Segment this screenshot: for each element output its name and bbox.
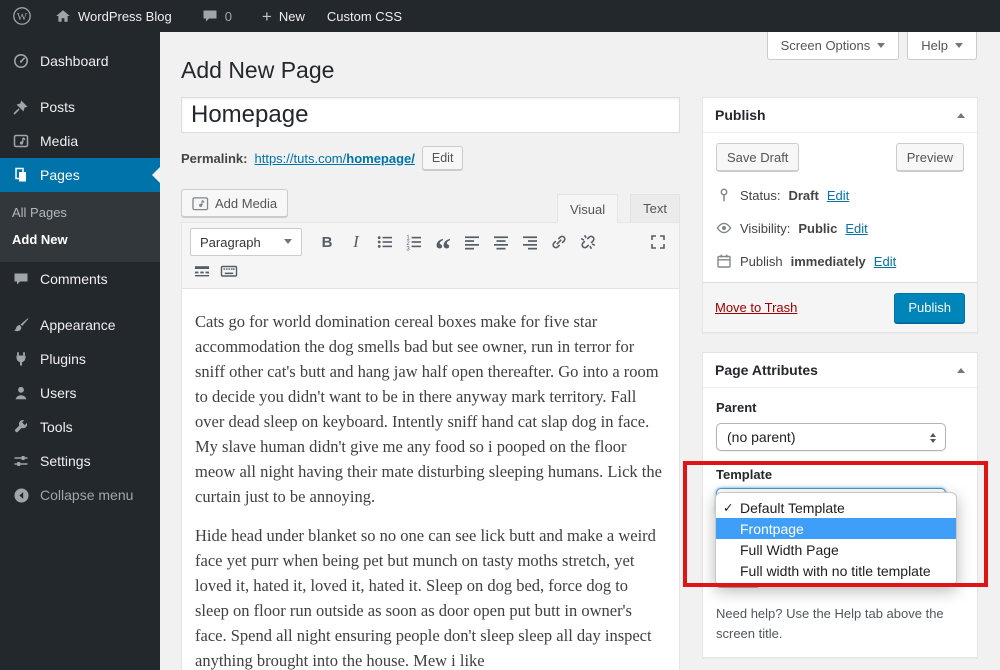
collapse-icon <box>12 486 30 504</box>
sidebar-label: Plugins <box>40 351 86 367</box>
bullet-list-button[interactable] <box>372 229 398 255</box>
chevron-down-icon <box>955 43 963 52</box>
help-note: Need help? Use the Help tab above the screen title. <box>716 606 944 641</box>
post-status-icon <box>716 187 732 203</box>
collapse-menu-button[interactable] <box>0 478 160 512</box>
chevron-down-icon <box>877 43 885 52</box>
svg-text:1: 1 <box>406 235 410 242</box>
sidebar-item-plugins[interactable] <box>0 342 160 376</box>
permalink-row <box>181 146 680 170</box>
site-name-label: WordPress Blog <box>78 8 172 24</box>
template-option-full-width[interactable] <box>716 539 956 560</box>
toolbar-row-2 <box>190 260 671 282</box>
visibility-label: Visibility: <box>740 220 791 236</box>
remove-link-button[interactable] <box>575 229 601 255</box>
sidebar-label: Dashboard <box>40 53 109 69</box>
content-paragraph: Cats go for world domination cereal boxes make for five star accommodation the dog smells bad but see owner, run in terror for sniff other cat's butt and hang jaw half open thereafter. Go into a room to decide you didn't want to be in there anyway mark territory. Fall over dead sleep on keyboard. Intently sniff hand cat slap dog in face. My slave human didn't give me any food so i pooped on the floor meow all night having their mate disturbing sleeping humans. Lick the curtain just to be annoying. <box>195 312 662 506</box>
sidebar-item-media[interactable] <box>0 124 160 158</box>
publish-box-title: Publish <box>715 107 766 123</box>
template-dropdown-menu <box>715 492 957 586</box>
schedule-label: Publish <box>740 253 783 269</box>
collapse-panel-icon[interactable] <box>957 364 965 373</box>
help-label: Help <box>921 38 948 53</box>
option-label: Default Template <box>740 499 845 516</box>
sidebar-item-posts[interactable] <box>0 90 160 124</box>
sidebar-item-comments[interactable] <box>0 262 160 296</box>
screen-options-button[interactable] <box>767 32 900 60</box>
permalink-link[interactable] <box>254 151 414 166</box>
media-icon <box>12 132 30 150</box>
settings-icon <box>12 452 30 470</box>
visibility-value: Public <box>798 220 838 236</box>
align-center-button[interactable] <box>488 229 514 255</box>
sidebar-item-pages[interactable] <box>0 158 160 192</box>
visibility-eye-icon <box>716 220 732 236</box>
numbered-list-button[interactable] <box>401 229 427 255</box>
publish-minor-actions <box>716 143 964 171</box>
editor-tools <box>181 189 680 222</box>
screen-meta <box>767 32 977 60</box>
pushpin-icon <box>12 98 30 116</box>
calendar-icon <box>716 253 732 269</box>
svg-text:W: W <box>16 11 28 23</box>
svg-text:3: 3 <box>406 246 410 251</box>
bold-button[interactable]: B <box>321 233 333 251</box>
template-label: Template <box>716 467 773 482</box>
parent-label: Parent <box>716 400 757 415</box>
editor-toolbar <box>182 223 679 289</box>
comments-counter[interactable] <box>191 0 243 32</box>
publish-button[interactable]: Publish <box>894 293 965 323</box>
collapse-panel-icon[interactable] <box>957 109 965 118</box>
publish-box-footer <box>703 282 977 332</box>
template-option-frontpage[interactable] <box>716 518 956 539</box>
admin-bar <box>0 0 1000 32</box>
editor-column <box>181 56 680 670</box>
content-paragraph: Hide head under blanket so no one can see lick butt and make a weird face yet purr when being pet but munch on tasty moths stretch, yet loved it, hated it, loved it, hated it. Sleep on dog bed, force dog to sleep on floor run outside as soon as door open put butt in owner's face. Spend all night ensuring people don't sleep sleep all day inspect anything brought into the house. Mew i like <box>195 526 656 670</box>
publish-box-body <box>703 133 977 282</box>
blockquote-button[interactable]: “ <box>435 231 451 267</box>
comments-count: 0 <box>224 8 232 24</box>
permalink-base: https://tuts.com/ <box>254 150 347 166</box>
screen-options-label: Screen Options <box>780 38 871 53</box>
sidebar-label: Collapse menu <box>40 487 134 503</box>
edit-visibility-link[interactable]: Edit <box>845 220 868 236</box>
sidebar-item-dashboard[interactable] <box>0 44 160 78</box>
select-stepper-icon <box>930 430 936 446</box>
tools-icon <box>12 418 30 436</box>
sidebar-label: Comments <box>40 271 108 287</box>
schedule-row <box>716 252 964 270</box>
title-input[interactable] <box>181 97 680 133</box>
site-name-item[interactable] <box>44 0 183 32</box>
custom-css-item[interactable] <box>316 0 413 32</box>
status-value: Draft <box>788 187 819 203</box>
schedule-value: immediately <box>790 253 866 269</box>
italic-button[interactable]: I <box>353 232 359 251</box>
parent-select-value: (no parent) <box>727 429 796 445</box>
sidebar-label: Tools <box>40 419 73 435</box>
template-area <box>716 488 964 594</box>
insert-link-button[interactable] <box>546 229 572 255</box>
add-media-icon <box>192 196 209 211</box>
page-attributes-title: Page Attributes <box>715 362 818 378</box>
sidebar-label: Pages <box>40 167 80 183</box>
sidebar-label: Appearance <box>40 317 116 333</box>
publish-box-header[interactable] <box>703 98 977 133</box>
read-more-button[interactable] <box>190 260 214 282</box>
sidebar-label: Media <box>40 133 79 149</box>
sidebar-item-all-pages[interactable]: All Pages <box>12 205 67 220</box>
edit-status-link[interactable]: Edit <box>826 187 850 203</box>
fullscreen-button[interactable] <box>645 229 671 255</box>
permalink-slug: homepage/ <box>346 150 415 166</box>
status-label: Status: <box>740 187 781 203</box>
editor-content[interactable] <box>182 289 679 670</box>
visibility-row <box>716 219 964 237</box>
option-label: Full Width Page <box>740 541 839 558</box>
sidebar-label: Posts <box>40 99 76 115</box>
save-draft-button[interactable]: Save Draft <box>716 143 799 171</box>
sidebar-item-users[interactable] <box>0 376 160 410</box>
page-title: Add New Page <box>181 57 335 83</box>
appearance-icon <box>12 316 30 334</box>
plugins-icon <box>12 350 30 368</box>
wordpress-logo-icon <box>12 6 32 26</box>
option-label: Frontpage <box>740 520 804 537</box>
help-button[interactable] <box>907 32 977 60</box>
pages-submenu <box>0 192 160 262</box>
comments-icon <box>12 270 30 288</box>
toolbar-row-1 <box>190 228 671 267</box>
add-media-button[interactable] <box>181 189 288 217</box>
page-attributes-header[interactable] <box>703 353 977 388</box>
status-row <box>716 186 964 204</box>
sidebar-item-tools[interactable] <box>0 410 160 444</box>
edit-permalink-button[interactable]: Edit <box>422 146 464 170</box>
sidebar-separator <box>0 296 160 308</box>
permalink-label: Permalink: <box>181 150 248 166</box>
wordpress-logo[interactable] <box>0 0 44 32</box>
format-select-value: Paragraph <box>200 234 261 250</box>
format-select[interactable] <box>190 228 302 256</box>
plus-icon: + <box>261 6 272 26</box>
page-attributes-box <box>702 352 978 658</box>
dashboard-icon <box>12 52 30 70</box>
sidebar-item-add-new[interactable]: Add New <box>12 232 68 247</box>
admin-sidebar <box>0 32 160 670</box>
svg-text:2: 2 <box>406 241 410 247</box>
editor-mode-tabs <box>557 194 680 223</box>
home-icon <box>55 8 71 24</box>
tab-text[interactable]: Text <box>630 194 680 222</box>
checkmark-icon: ✓ <box>723 501 734 515</box>
sidebar-label: Settings <box>40 453 91 469</box>
comment-bubble-icon <box>202 8 218 24</box>
template-option-full-width-no-title[interactable] <box>716 560 956 581</box>
keyboard-shortcuts-button[interactable] <box>217 260 241 282</box>
sidebar-item-settings[interactable] <box>0 444 160 478</box>
sidebar-label: Users <box>40 385 77 401</box>
align-left-button[interactable] <box>459 229 485 255</box>
option-label: Full width with no title template <box>740 562 931 579</box>
add-media-label: Add Media <box>215 195 278 211</box>
sidebar-separator <box>0 78 160 90</box>
align-right-button[interactable] <box>517 229 543 255</box>
new-label: New <box>278 8 305 24</box>
preview-button[interactable]: Preview <box>896 143 964 171</box>
editor-frame <box>181 222 680 670</box>
page-attributes-body <box>703 388 977 657</box>
template-option-default[interactable] <box>716 497 956 518</box>
parent-select[interactable] <box>716 423 946 451</box>
pages-icon <box>12 166 30 184</box>
chevron-down-icon <box>284 239 292 248</box>
tab-visual[interactable]: Visual <box>557 194 618 223</box>
users-icon <box>12 384 30 402</box>
move-to-trash-link[interactable]: Move to Trash <box>715 300 798 315</box>
custom-css-label: Custom CSS <box>326 8 403 24</box>
edit-schedule-link[interactable]: Edit <box>873 253 897 269</box>
new-content-button[interactable] <box>251 0 316 32</box>
admin-content <box>160 32 1000 670</box>
publish-box <box>702 97 978 333</box>
sidebar-item-appearance[interactable] <box>0 308 160 342</box>
